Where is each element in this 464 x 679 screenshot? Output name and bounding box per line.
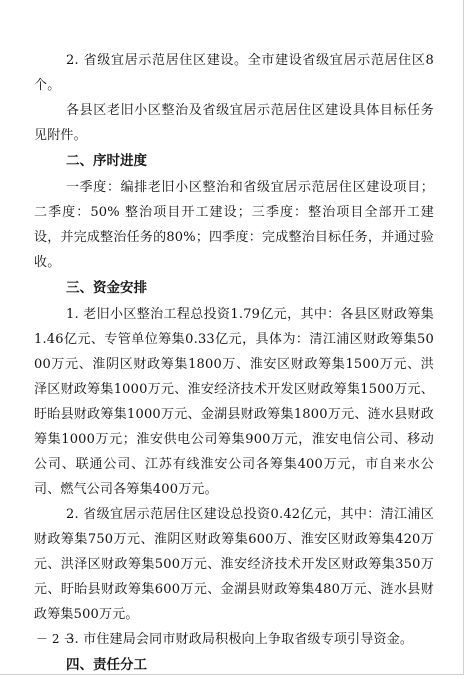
paragraph-residential-area-construction: 2. 省级宜居示范居住区建设。全市建设省级宜居示范居住区8个。 <box>34 53 434 93</box>
paragraph-residential-area-funding: 2. 省级宜居示范居住区建设总投资0.42亿元，其中：清江浦区财政筹集750万元、淮阴区财政筹集600万、淮安区财政筹集420万元、洪泽区财政筹集500万元、淮安经济技术开发区财政筹集350万元、盱眙县财政筹集600万元、金湖县财政筹集480万元、涟水县财政筹集500万元。 <box>34 507 434 622</box>
paragraph-special-funds: 3. 市住建局会同市财政局积极向上争取省级专项引导资金。 <box>66 632 414 647</box>
heading-schedule: 二、序时进度 <box>66 153 147 169</box>
document-body <box>34 48 434 679</box>
paragraph-old-community-funding: 1. 老旧小区整治工程总投资1.79亿元，其中：各县区财政筹集1.46亿元、专管单位筹集0.33亿元，具体为：清江浦区财政筹集5000万元、淮阴区财政筹集1800万、淮安区财政筹集1500万元、洪泽区财政筹集1000万元、淮安经济技术开发区财政筹集1500万元、盱眙县财政筹集1000万元、金湖县财政筹集1800万元、涟水县财政筹集1000万元；淮安供电公司筹集900万元，淮安电信公司、移动公司、联通公司、江苏有线淮安公司各筹集400万元，市自来水公司、燃气公司各筹集400万元。 <box>34 307 434 497</box>
paragraph-quarterly-schedule: 一季度：编排老旧小区整治和省级宜居示范居住区建设项目；二季度：50% 整治项目开工建设；三季度：整治项目全部开工建设，并完成整治任务的80%；四季度：完成整治目标任务，并通过验收。 <box>34 180 434 270</box>
paragraph-target-tasks-note: 各县区老旧小区整治及省级宜居示范居住区建设具体目标任务见附件。 <box>34 103 434 143</box>
heading-responsibility: 四、责任分工 <box>66 657 147 673</box>
page-number: － 2 － <box>36 632 76 646</box>
heading-funding: 三、资金安排 <box>66 280 147 296</box>
